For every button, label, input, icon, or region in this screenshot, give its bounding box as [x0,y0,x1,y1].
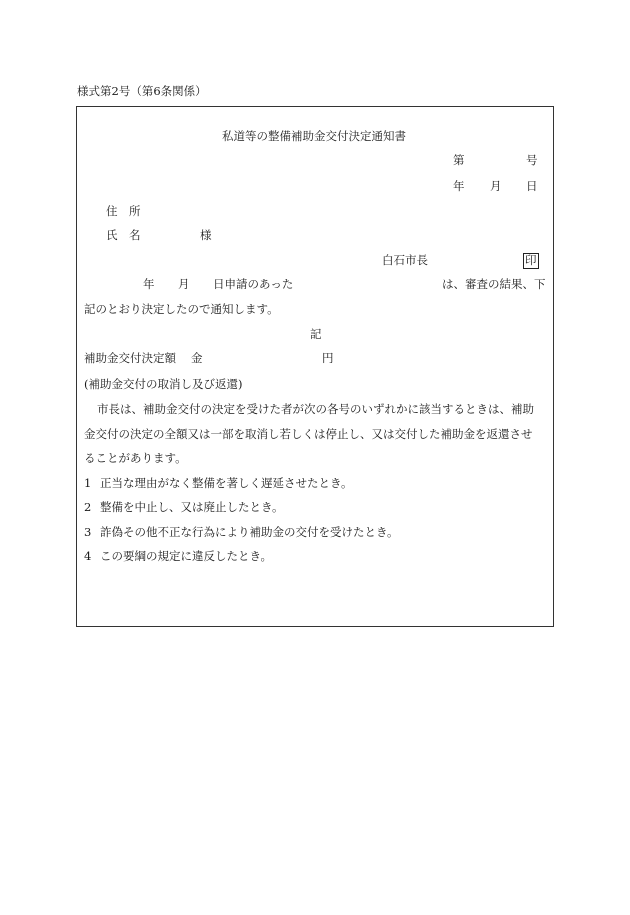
issuer-title: 白石市長 [382,253,428,267]
cancel-text-line: 市長は、補助金交付の決定を受けた者が次の各号のいずれかに該当するときは、補助 [97,402,534,416]
amount-unit: 円 [322,351,334,365]
item-number: 4 [84,549,92,563]
item-text: 正当な理由がなく整備を著しく遅延させたとき。 [100,476,353,490]
amount-label: 補助金交付決定額 [84,351,176,365]
date-day: 日 [526,179,538,193]
honorific: 様 [200,228,212,242]
item-number: 2 [84,500,92,514]
body-year: 年 [143,277,155,291]
body-applied: 日申請のあった [213,277,294,291]
item-text: 詐偽その他不正な行為により補助金の交付を受けたとき。 [100,525,399,539]
ki-heading: 記 [310,327,322,341]
item-text: この要綱の規定に違反したとき。 [100,549,273,563]
body-result: は、審査の結果、下 [442,277,546,291]
date-month: 月 [490,179,502,193]
date-year: 年 [453,179,465,193]
cancel-text-line: ることがあります。 [84,451,187,465]
cancel-text-line: 金交付の決定の全額又は一部を取消し若しくは停止し、又は交付した補助金を返還させ [84,427,533,441]
seal-stamp: 印 [525,253,537,267]
body-month: 月 [178,277,190,291]
item-text: 整備を中止し、又は廃止したとき。 [100,500,284,514]
item-number: 3 [84,525,92,539]
name-label: 氏 名 [106,228,141,242]
form-number: 様式第2号（第6条関係） [77,84,207,98]
doc-number-suffix: 号 [526,153,538,167]
cancel-heading: (補助金交付の取消し及び返還) [84,377,243,391]
body-line-2: 記のとおり決定したので通知します。 [84,302,279,316]
doc-number-prefix: 第 [453,153,465,167]
address-label: 住 所 [106,204,141,218]
document-title: 私道等の整備補助金交付決定通知書 [222,129,406,143]
item-number: 1 [84,476,92,490]
amount-prefix: 金 [191,351,203,365]
